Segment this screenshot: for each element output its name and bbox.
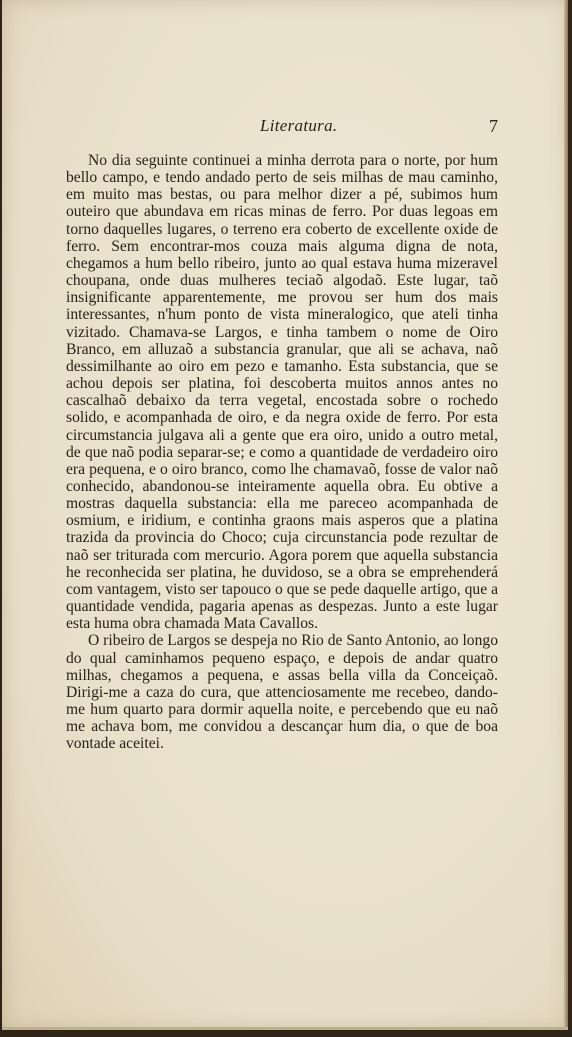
book-page (2, 0, 568, 1030)
body-text (66, 152, 498, 752)
paragraph-1: No dia seguinte continuei a minha derrota para o norte, por hum bello campo, e tendo andado perto de seis milhas de mau caminho, em muito mas bestas, ou para melhor dizer a pé, subimos hum outeiro que abundava em ricas minas de ferro. Por duas legoas em torno daquelles lugares, o terreno era coberto de excellente oxide de ferro. Sem encontrar-mos couza mais alguma digna de nota, chegamos a hum bello ribeiro, junto ao qual estava huma mizeravel choupana, onde duas mulheres teciaõ algodaõ. Este lugar, taõ insignificante apparentemente, me provou ser hum dos mais interessantes, n'hum ponto de vista mineralogico, que ateli tinha vizitado. Chamava-se Largos, e tinha tambem o nome de Oiro Branco, em alluzaõ a substancia granular, que ali se achava, naõ dessimilhante ao oiro em pezo e tamanho. Esta substancia, que se achou depois ser platina, foi descoberta muitos annos antes no cascalhaõ debaixo da terra vegetal, encostada sobre o rochedo solido, e acompanhada de oiro, e da negra oxide de ferro. Por esta circumstancia julgava ali a gente que era oiro, unido a outro metal, de que naõ podia separar-se; e como a quantidade de verdadeiro oiro era pequena, e o oiro branco, como lhe chamavaõ, fosse de valor naõ conhecido, abandonou-se inteiramente aquella obra. Eu obtive a mostras daquella substancia: ella me pareceo acompanhada de osmium, e iridium, e continha graons mais asperos que a platina trazida da provincia do Choco; cuja circunstancia pode rezultar de naõ ser triturada com mercurio. Agora porem que aquella substancia he reconhecida ser platina, he duvidoso, se a obra se emprehenderá com vantagem, visto ser tapouco o que se pede daquelle artigo, que a quantidade vendida, pagaria apenas as despezas. Junto a este lugar esta huma obra chamada Mata Cavallos. (66, 152, 498, 633)
page-bottom-edge (2, 1027, 568, 1030)
page-header (66, 116, 498, 138)
page-number: 7 (489, 116, 498, 136)
running-head: Literatura. (260, 116, 338, 135)
page-edge (564, 0, 568, 1030)
paragraph-2: O ribeiro de Largos se despeja no Rio de Santo Antonio, ao longo do qual caminhamos pequeno espaço, e depois de andar quatro milhas, chegamos a pequena, e assas bella villa da Conceiçaõ. Dirigi-me a caza do cura, que attenciosamente me recebeo, dando-me hum quarto para dormir aquella noite, e percebendo que eu naõ me achava bom, me convidou a descançar hum dia, o que de boa vontade aceitei. (66, 632, 498, 753)
